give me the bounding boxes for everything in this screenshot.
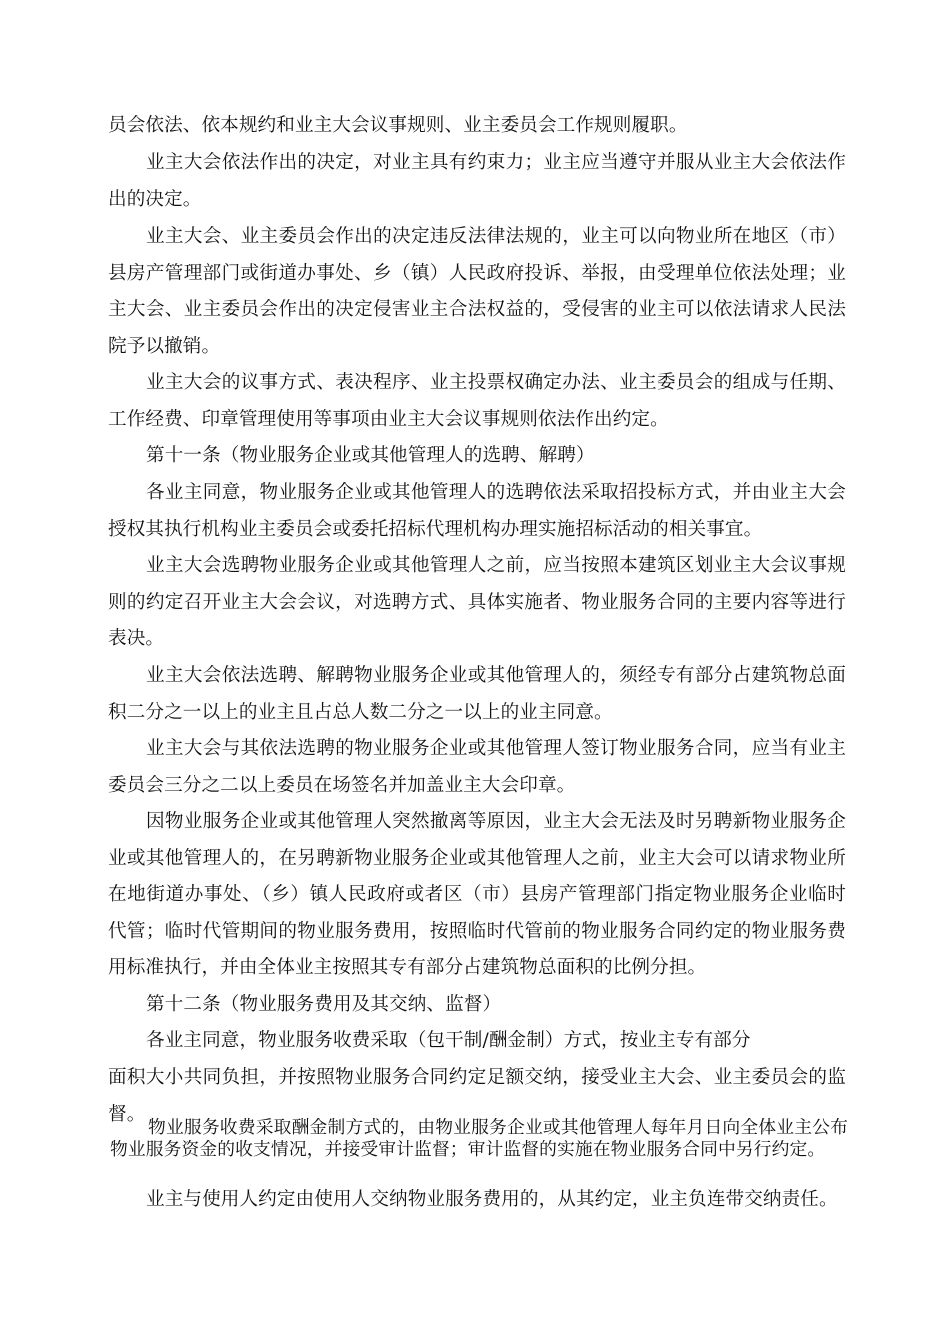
paragraph-user-payment: 业主与使用人约定由使用人交纳物业服务费用的，从其约定，业主负连带交纳责任。 xyxy=(146,1189,838,1210)
paragraph-fee-method: 各业主同意，物业服务收费采取（包干制/酬金制）方式，按业主专有部分 xyxy=(146,1030,751,1051)
paragraph-contract-signing: 业主大会与其依法选聘的物业服务企业或其他管理人签订物业服务合同，应当有业主委员会三分之二以上委员在场签名并加盖业主大会印章。 xyxy=(108,738,846,796)
paragraph-pre-selection-meeting: 业主大会选聘物业服务企业或其他管理人之前，应当按照本建筑区划业主大会议事规则的约定召开业主大会会议，对选聘方式、具体实施者、物业服务合同的主要内容等进行表决。 xyxy=(108,555,846,649)
paragraph-decisions-binding: 业主大会依法作出的决定，对业主具有约束力；业主应当遵守并服从业主大会依法作出的决定。 xyxy=(108,152,846,210)
paragraph-meeting-rules: 业主大会的议事方式、表决程序、业主投票权确定办法、业主委员会的组成与任期、工作经费、印章管理使用等事项由业主大会议事规则依法作出约定。 xyxy=(108,372,846,430)
paragraph-continuation: 员会依法、依本规约和业主大会议事规则、业主委员会工作规则履职。 xyxy=(108,115,688,136)
paragraph-tender-selection: 各业主同意，物业服务企业或其他管理人的选聘依法采取招投标方式，并由业主大会授权其执行机构业主委员会或委托招标代理机构办理实施招标活动的相关事宜。 xyxy=(108,482,846,540)
paragraph-fee-sharing: 面积大小共同负担，并按照物业服务合同约定足额交纳，接受业主大会、业主委员会的监督。 xyxy=(108,1067,846,1125)
article-11-heading: 第十一条（物业服务企业或其他管理人的选聘、解聘） xyxy=(146,445,595,466)
paragraph-selection-consent: 业主大会依法选聘、解聘物业服务企业或其他管理人的，须经专有部分占建筑物总面积二分之一以上的业主且占总人数二分之一以上的业主同意。 xyxy=(108,665,846,723)
paragraph-remuneration-disclosure: 物业服务收费采取酬金制方式的，由物业服务企业或其他管理人每年月日向全体业主公布物业服务资金的收支情况，并接受审计监督；审计监督的实施在物业服务合同中另行约定。 xyxy=(110,1117,848,1160)
article-12-heading: 第十二条（物业服务费用及其交纳、监督） xyxy=(146,994,502,1015)
paragraph-temporary-management: 因物业服务企业或其他管理人突然撤离等原因，业主大会无法及时另聘新物业服务企业或其他管理人的，在另聘新物业服务企业或其他管理人之前，业主大会可以请求物业所在地街道办事处、（乡）镇人民政府或者区（市）县房产管理部门指定物业服务企业临时代管；临时代管期间的物业服务费用，按照临时代管前的物业服务合同约定的物业服务费用标准执行，并由全体业主按照其专有部分占建筑物总面积的比例分担。 xyxy=(108,811,846,978)
paragraph-decisions-violation: 业主大会、业主委员会作出的决定违反法律法规的，业主可以向物业所在地区（市）县房产管理部门或街道办事处、乡（镇）人民政府投诉、举报，由受理单位依法处理；业主大会、业主委员会作出的决定侵害业主合法权益的，受侵害的业主可以依法请求人民法院予以撤销。 xyxy=(108,226,846,357)
